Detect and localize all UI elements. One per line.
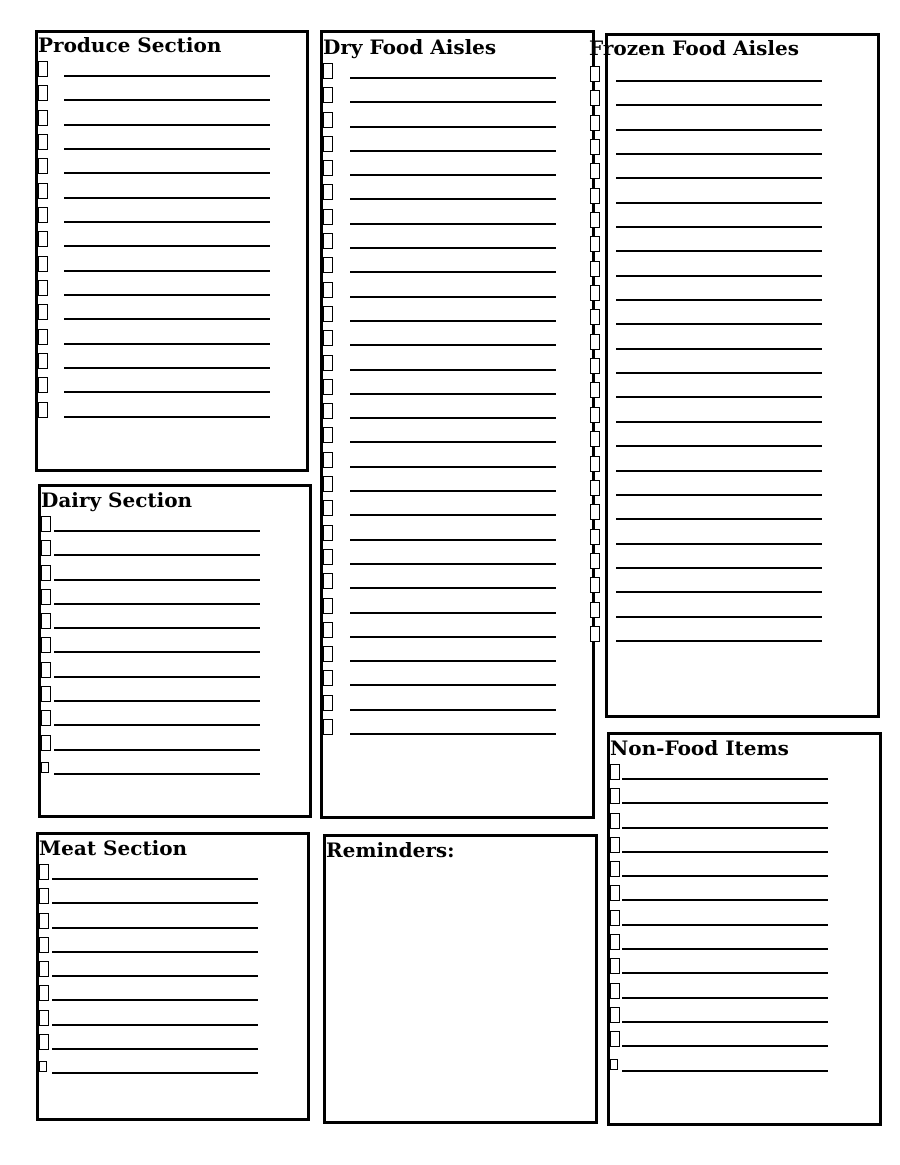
blank-write-line[interactable]: [616, 518, 822, 520]
empty-checkbox-icon[interactable]: [323, 306, 333, 322]
empty-checkbox-icon[interactable]: [323, 233, 333, 249]
empty-checkbox-icon[interactable]: [38, 134, 48, 150]
blank-write-line[interactable]: [350, 514, 556, 516]
blank-write-line[interactable]: [616, 250, 822, 252]
blank-write-line[interactable]: [54, 554, 260, 556]
blank-write-line[interactable]: [64, 99, 270, 101]
blank-write-line[interactable]: [52, 902, 258, 904]
empty-checkbox-icon[interactable]: [38, 353, 48, 369]
empty-checkbox-icon[interactable]: [610, 764, 620, 780]
blank-write-line[interactable]: [616, 226, 822, 228]
empty-checkbox-icon[interactable]: [39, 985, 49, 1001]
blank-write-line[interactable]: [616, 80, 822, 82]
empty-checkbox-icon[interactable]: [610, 910, 620, 926]
empty-checkbox-icon[interactable]: [590, 626, 600, 642]
empty-checkbox-icon[interactable]: [590, 66, 600, 82]
blank-write-line[interactable]: [52, 1048, 258, 1050]
blank-write-line[interactable]: [616, 616, 822, 618]
empty-checkbox-icon[interactable]: [39, 961, 49, 977]
empty-checkbox-icon[interactable]: [41, 516, 51, 532]
blank-write-line[interactable]: [350, 344, 556, 346]
blank-write-line[interactable]: [52, 975, 258, 977]
blank-write-line[interactable]: [350, 539, 556, 541]
empty-checkbox-icon[interactable]: [39, 937, 49, 953]
blank-write-line[interactable]: [64, 124, 270, 126]
empty-checkbox-icon[interactable]: [41, 662, 51, 678]
empty-checkbox-icon[interactable]: [323, 330, 333, 346]
empty-checkbox-icon[interactable]: [323, 209, 333, 225]
empty-checkbox-icon[interactable]: [38, 377, 48, 393]
reminders-section: [323, 834, 598, 1124]
empty-checkbox-icon[interactable]: [610, 983, 620, 999]
blank-write-line[interactable]: [616, 470, 822, 472]
empty-checkbox-icon[interactable]: [323, 622, 333, 638]
empty-checkbox-icon[interactable]: [39, 864, 49, 880]
blank-write-line[interactable]: [622, 778, 828, 780]
blank-write-line[interactable]: [350, 369, 556, 371]
blank-write-line[interactable]: [622, 1045, 828, 1047]
empty-checkbox-icon[interactable]: [610, 837, 620, 853]
empty-checkbox-icon[interactable]: [38, 183, 48, 199]
blank-write-line[interactable]: [64, 75, 270, 77]
empty-checkbox-icon[interactable]: [38, 280, 48, 296]
meat-section-title: Meat Section: [39, 836, 188, 860]
empty-checkbox-icon[interactable]: [590, 407, 600, 423]
blank-write-line[interactable]: [54, 773, 260, 775]
blank-write-line[interactable]: [622, 948, 828, 950]
empty-checkbox-icon[interactable]: [590, 309, 600, 325]
blank-write-line[interactable]: [64, 172, 270, 174]
empty-checkbox-icon[interactable]: [39, 913, 49, 929]
blank-write-line[interactable]: [622, 802, 828, 804]
empty-checkbox-icon[interactable]: [323, 257, 333, 273]
blank-write-line[interactable]: [54, 603, 260, 605]
empty-checkbox-icon[interactable]: [590, 236, 600, 252]
blank-write-line[interactable]: [52, 999, 258, 1001]
blank-write-line[interactable]: [54, 749, 260, 751]
blank-write-line[interactable]: [64, 367, 270, 369]
blank-write-line[interactable]: [622, 899, 828, 901]
blank-write-line[interactable]: [52, 951, 258, 953]
produce-section-title: Produce Section: [38, 33, 222, 57]
empty-checkbox-icon[interactable]: [590, 334, 600, 350]
empty-checkbox-icon[interactable]: [610, 813, 620, 829]
empty-checkbox-icon[interactable]: [323, 282, 333, 298]
empty-checkbox-icon[interactable]: [323, 63, 333, 79]
dairy-section-title: Dairy Section: [41, 488, 193, 512]
empty-checkbox-icon[interactable]: [323, 160, 333, 176]
blank-write-line[interactable]: [622, 875, 828, 877]
blank-write-line[interactable]: [350, 393, 556, 395]
blank-write-line[interactable]: [350, 77, 556, 79]
blank-write-line[interactable]: [350, 247, 556, 249]
blank-write-line[interactable]: [616, 275, 822, 277]
empty-checkbox-icon[interactable]: [38, 207, 48, 223]
blank-write-line[interactable]: [64, 148, 270, 150]
blank-write-line[interactable]: [54, 724, 260, 726]
blank-write-line[interactable]: [350, 150, 556, 152]
meat-section: [36, 832, 310, 1121]
empty-checkbox-icon[interactable]: [323, 476, 333, 492]
empty-checkbox-icon[interactable]: [41, 637, 51, 653]
empty-checkbox-icon[interactable]: [590, 139, 600, 155]
blank-write-line[interactable]: [64, 343, 270, 345]
empty-checkbox-icon[interactable]: [610, 1031, 620, 1047]
empty-checkbox-icon[interactable]: [323, 598, 333, 614]
empty-checkbox-icon[interactable]: [610, 934, 620, 950]
blank-write-line[interactable]: [350, 660, 556, 662]
blank-write-line[interactable]: [64, 416, 270, 418]
empty-checkbox-icon[interactable]: [590, 553, 600, 569]
empty-checkbox-icon[interactable]: [38, 85, 48, 101]
blank-write-line[interactable]: [54, 627, 260, 629]
empty-checkbox-icon[interactable]: [590, 212, 600, 228]
empty-checkbox-icon[interactable]: [39, 888, 49, 904]
blank-write-line[interactable]: [54, 676, 260, 678]
dry-food-section-title: Dry Food Aisles: [323, 35, 497, 59]
empty-checkbox-icon[interactable]: [590, 504, 600, 520]
empty-checkbox-icon[interactable]: [590, 602, 600, 618]
blank-write-line[interactable]: [350, 587, 556, 589]
frozen-food-section: [605, 33, 880, 718]
blank-write-line[interactable]: [616, 323, 822, 325]
dry-food-section: [320, 30, 595, 819]
empty-checkbox-icon[interactable]: [38, 304, 48, 320]
produce-section: [35, 30, 309, 472]
non-food-section: [607, 732, 882, 1126]
empty-checkbox-icon[interactable]: [41, 735, 51, 751]
blank-write-line[interactable]: [54, 530, 260, 532]
empty-checkbox-icon[interactable]: [323, 670, 333, 686]
blank-write-line[interactable]: [616, 543, 822, 545]
empty-checkbox-icon[interactable]: [323, 549, 333, 565]
empty-checkbox-icon[interactable]: [323, 136, 333, 152]
blank-write-line[interactable]: [616, 153, 822, 155]
blank-write-line[interactable]: [616, 202, 822, 204]
empty-checkbox-icon[interactable]: [590, 529, 600, 545]
empty-checkbox-icon[interactable]: [590, 358, 600, 374]
blank-write-line[interactable]: [350, 441, 556, 443]
empty-checkbox-icon[interactable]: [38, 110, 48, 126]
blank-write-line[interactable]: [350, 296, 556, 298]
blank-write-line[interactable]: [622, 924, 828, 926]
empty-checkbox-icon[interactable]: [38, 402, 48, 418]
empty-checkbox-icon[interactable]: [41, 565, 51, 581]
blank-write-line[interactable]: [64, 391, 270, 393]
blank-write-line[interactable]: [616, 177, 822, 179]
empty-checkbox-icon[interactable]: [590, 285, 600, 301]
blank-write-line[interactable]: [616, 567, 822, 569]
blank-write-line[interactable]: [622, 827, 828, 829]
blank-write-line[interactable]: [350, 612, 556, 614]
empty-checkbox-icon[interactable]: [39, 1034, 49, 1050]
empty-checkbox-icon[interactable]: [590, 90, 600, 106]
empty-checkbox-icon[interactable]: [610, 1059, 618, 1070]
empty-checkbox-icon[interactable]: [41, 762, 49, 773]
blank-write-line[interactable]: [64, 245, 270, 247]
blank-write-line[interactable]: [350, 174, 556, 176]
empty-checkbox-icon[interactable]: [323, 87, 333, 103]
blank-write-line[interactable]: [622, 972, 828, 974]
empty-checkbox-icon[interactable]: [38, 329, 48, 345]
blank-write-line[interactable]: [616, 421, 822, 423]
empty-checkbox-icon[interactable]: [41, 613, 51, 629]
blank-write-line[interactable]: [350, 490, 556, 492]
empty-checkbox-icon[interactable]: [590, 577, 600, 593]
empty-checkbox-icon[interactable]: [590, 115, 600, 131]
empty-checkbox-icon[interactable]: [41, 589, 51, 605]
blank-write-line[interactable]: [622, 851, 828, 853]
blank-write-line[interactable]: [350, 320, 556, 322]
reminders-section-title: Reminders:: [326, 838, 455, 862]
blank-write-line[interactable]: [350, 709, 556, 711]
empty-checkbox-icon[interactable]: [38, 61, 48, 77]
blank-write-line[interactable]: [54, 700, 260, 702]
empty-checkbox-icon[interactable]: [38, 158, 48, 174]
empty-checkbox-icon[interactable]: [38, 256, 48, 272]
blank-write-line[interactable]: [350, 223, 556, 225]
empty-checkbox-icon[interactable]: [323, 112, 333, 128]
empty-checkbox-icon[interactable]: [590, 382, 600, 398]
blank-write-line[interactable]: [622, 997, 828, 999]
blank-write-line[interactable]: [616, 372, 822, 374]
empty-checkbox-icon[interactable]: [323, 500, 333, 516]
empty-checkbox-icon[interactable]: [590, 431, 600, 447]
empty-checkbox-icon[interactable]: [323, 403, 333, 419]
blank-write-line[interactable]: [350, 684, 556, 686]
blank-write-line[interactable]: [616, 104, 822, 106]
blank-write-line[interactable]: [616, 445, 822, 447]
blank-write-line[interactable]: [54, 651, 260, 653]
blank-write-line[interactable]: [350, 417, 556, 419]
blank-write-line[interactable]: [52, 1024, 258, 1026]
blank-write-line[interactable]: [616, 494, 822, 496]
blank-write-line[interactable]: [350, 563, 556, 565]
empty-checkbox-icon[interactable]: [41, 540, 51, 556]
blank-write-line[interactable]: [350, 466, 556, 468]
blank-write-line[interactable]: [54, 579, 260, 581]
empty-checkbox-icon[interactable]: [590, 480, 600, 496]
blank-write-line[interactable]: [64, 294, 270, 296]
empty-checkbox-icon[interactable]: [323, 355, 333, 371]
blank-write-line[interactable]: [52, 878, 258, 880]
empty-checkbox-icon[interactable]: [323, 452, 333, 468]
empty-checkbox-icon[interactable]: [590, 188, 600, 204]
empty-checkbox-icon[interactable]: [323, 379, 333, 395]
blank-write-line[interactable]: [350, 126, 556, 128]
frozen-food-section-title: Frozen Food Aisles: [589, 36, 799, 60]
blank-write-line[interactable]: [350, 271, 556, 273]
blank-write-line[interactable]: [52, 927, 258, 929]
blank-write-line[interactable]: [64, 221, 270, 223]
blank-write-line[interactable]: [64, 197, 270, 199]
empty-checkbox-icon[interactable]: [38, 231, 48, 247]
blank-write-line[interactable]: [616, 129, 822, 131]
blank-write-line[interactable]: [64, 270, 270, 272]
dairy-section: [38, 484, 312, 818]
empty-checkbox-icon[interactable]: [610, 958, 620, 974]
blank-write-line[interactable]: [616, 348, 822, 350]
empty-checkbox-icon[interactable]: [323, 525, 333, 541]
blank-write-line[interactable]: [64, 318, 270, 320]
empty-checkbox-icon[interactable]: [323, 719, 333, 735]
empty-checkbox-icon[interactable]: [610, 861, 620, 877]
blank-write-line[interactable]: [616, 591, 822, 593]
empty-checkbox-icon[interactable]: [323, 184, 333, 200]
empty-checkbox-icon[interactable]: [39, 1010, 49, 1026]
blank-write-line[interactable]: [350, 636, 556, 638]
blank-write-line[interactable]: [350, 101, 556, 103]
empty-checkbox-icon[interactable]: [610, 788, 620, 804]
blank-write-line[interactable]: [52, 1072, 258, 1074]
empty-checkbox-icon[interactable]: [610, 885, 620, 901]
empty-checkbox-icon[interactable]: [41, 686, 51, 702]
empty-checkbox-icon[interactable]: [39, 1061, 47, 1072]
blank-write-line[interactable]: [616, 299, 822, 301]
empty-checkbox-icon[interactable]: [323, 695, 333, 711]
blank-write-line[interactable]: [350, 733, 556, 735]
empty-checkbox-icon[interactable]: [323, 646, 333, 662]
blank-write-line[interactable]: [616, 640, 822, 642]
blank-write-line[interactable]: [622, 1021, 828, 1023]
blank-write-line[interactable]: [616, 396, 822, 398]
blank-write-line[interactable]: [622, 1070, 828, 1072]
non-food-section-title: Non-Food Items: [610, 736, 789, 760]
blank-write-line[interactable]: [350, 198, 556, 200]
empty-checkbox-icon[interactable]: [590, 456, 600, 472]
empty-checkbox-icon[interactable]: [323, 427, 333, 443]
empty-checkbox-icon[interactable]: [323, 573, 333, 589]
empty-checkbox-icon[interactable]: [41, 710, 51, 726]
empty-checkbox-icon[interactable]: [590, 163, 600, 179]
empty-checkbox-icon[interactable]: [610, 1007, 620, 1023]
empty-checkbox-icon[interactable]: [590, 261, 600, 277]
